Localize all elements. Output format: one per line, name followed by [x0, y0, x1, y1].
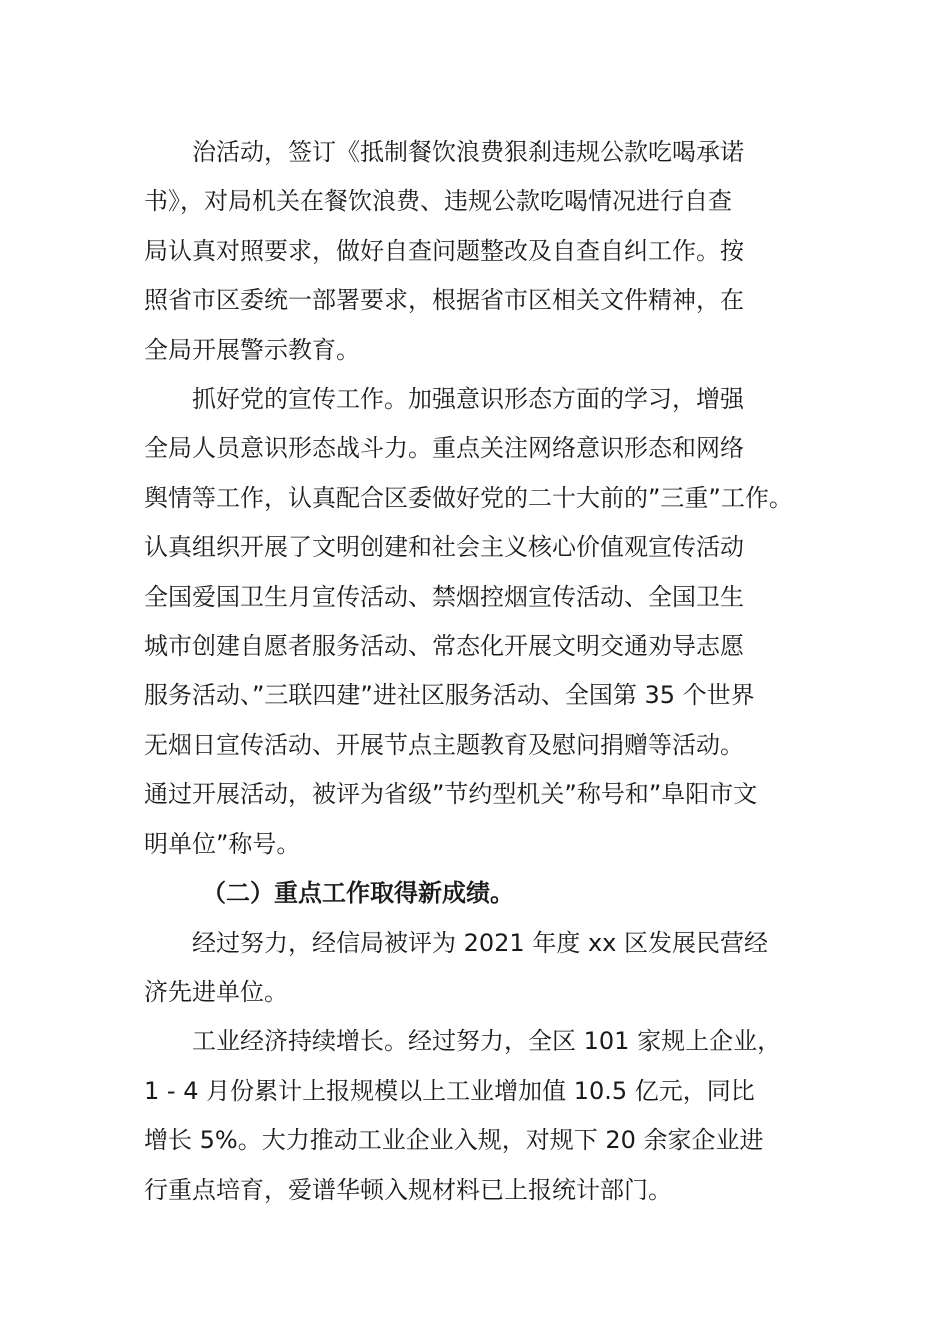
text-line: 书》，对局机关在餐饮浪费、违规公款吃喝情况进行自查 — [144, 187, 732, 216]
text-line: 全局人员意识形态战斗力。重点关注网络意识形态和网络 — [144, 434, 744, 463]
text-line: 全局开展警示教育。 — [144, 335, 360, 364]
text-line: 通过开展活动，被评为省级”节约型机关”称号和”阜阳市文 — [144, 780, 758, 809]
section-heading: （二）重点工作取得新成绩。 — [202, 879, 514, 908]
text-line: 局认真对照要求，做好自查问题整改及自查自纠工作。按 — [144, 236, 744, 265]
text-line: 济先进单位。 — [144, 977, 288, 1006]
text-line: 经过努力，经信局被评为 2021 年度 xx 区发展民营经 — [192, 928, 768, 957]
text-line: 照省市区委统一部署要求，根据省市区相关文件精神，在 — [144, 286, 744, 315]
text-line: 抓好党的宣传工作。加强意识形态方面的学习，增强 — [192, 385, 744, 414]
text-line: 城市创建自愿者服务活动、常态化开展文明交通劝导志愿 — [144, 632, 744, 661]
text-line: 增长 5%。大力推动工业企业入规，对规下 20 余家企业进 — [144, 1126, 764, 1155]
text-line: 工业经济持续增长。经过努力，全区 101 家规上企业， — [192, 1027, 782, 1056]
text-line: 全国爱国卫生月宣传活动、禁烟控烟宣传活动、全国卫生 — [144, 582, 744, 611]
text-line: 舆情等工作，认真配合区委做好党的二十大前的”三重”工作。 — [144, 483, 793, 512]
text-line: 服务活动、”三联四建”进社区服务活动、全国第 35 个世界 — [144, 681, 755, 710]
text-line: 明单位”称号。 — [144, 829, 301, 858]
text-line: 认真组织开展了文明创建和社会主义核心价值观宣传活动 — [144, 533, 744, 562]
document-body — [144, 128, 814, 1215]
text-line: 行重点培育，爱谱华顿入规材料已上报统计部门。 — [144, 1175, 672, 1204]
text-line: 治活动，签订《抵制餐饮浪费狠刹违规公款吃喝承诺 — [192, 138, 744, 166]
text-line: 无烟日宣传活动、开展节点主题教育及慰问捐赠等活动。 — [144, 730, 744, 759]
text-line: 1 - 4 月份累计上报规模以上工业增加值 10.5 亿元，同比 — [144, 1076, 755, 1105]
